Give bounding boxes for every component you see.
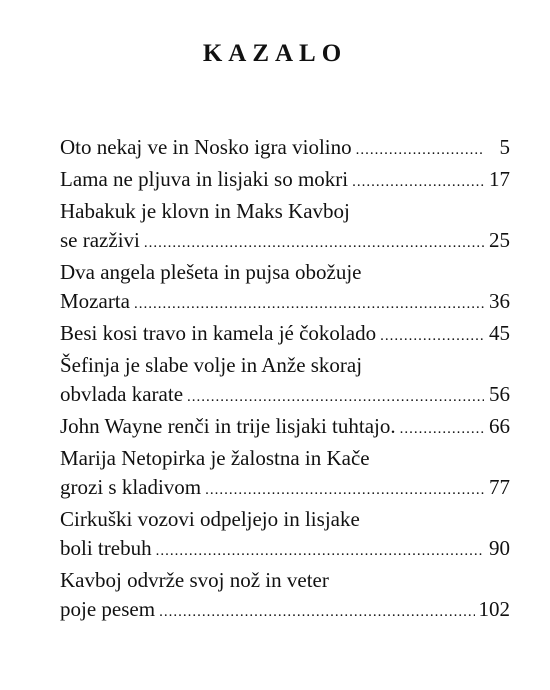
toc-entry-line	[60, 287, 510, 319]
toc-page-number: 17	[489, 167, 510, 191]
toc-entry	[60, 566, 510, 627]
table-of-contents	[60, 133, 510, 627]
dot-leader	[205, 476, 484, 505]
toc-entry-line	[60, 534, 510, 566]
toc-page-number: 25	[489, 228, 510, 252]
dot-leader	[187, 383, 484, 412]
toc-entry-title-cont: boli trebuh	[60, 536, 152, 560]
toc-entry-title: Šefinja je slabe volje in Anže skoraj	[60, 353, 363, 377]
toc-entry	[60, 258, 510, 319]
toc-entry	[60, 165, 510, 197]
dot-leader	[356, 136, 484, 165]
toc-page-number: 66	[489, 414, 510, 438]
toc-entry-title-cont: grozi s kladivom	[60, 475, 202, 499]
toc-page-number: 45	[489, 321, 510, 345]
toc-entry-title: Cirkuški vozovi odpeljejo in lisjake	[60, 507, 360, 531]
toc-entry	[60, 444, 510, 505]
toc-entry-title-cont: se razživi	[60, 228, 140, 252]
toc-entry-line	[60, 412, 510, 444]
toc-entry-title-cont: poje pesem	[60, 597, 156, 621]
toc-page-number: 56	[489, 382, 510, 406]
dot-leader	[156, 537, 484, 566]
toc-page-number: 102	[478, 597, 510, 621]
toc-entry	[60, 412, 510, 444]
toc-entry-title: Lama ne pljuva in lisjaki so mokri	[60, 167, 349, 191]
toc-entry	[60, 505, 510, 566]
toc-entry-line	[60, 473, 510, 505]
toc-entry-title: Marija Netopirka je žalostna in Kače	[60, 446, 370, 470]
dot-leader	[144, 229, 484, 258]
dot-leader	[159, 598, 474, 627]
toc-entry-title: John Wayne renči in trije lisjaki tuhtajo.	[60, 414, 396, 438]
toc-entry-title: Habakuk je klovn in Maks Kavboj	[60, 199, 350, 223]
toc-entry	[60, 197, 510, 258]
toc-entry-line	[60, 165, 510, 197]
toc-entry-title: Oto nekaj ve in Nosko igra violino	[60, 135, 352, 159]
toc-entry	[60, 351, 510, 412]
dot-leader	[134, 290, 484, 319]
toc-entry-line	[60, 595, 510, 627]
toc-entry-title: Kavboj odvrže svoj nož in veter	[60, 568, 329, 592]
toc-entry	[60, 319, 510, 351]
toc-entry-line	[60, 380, 510, 412]
toc-entry-title-cont: obvlada karate	[60, 382, 184, 406]
toc-page-number: 36	[489, 289, 510, 313]
toc-page-number: 5	[499, 135, 510, 159]
toc-entry	[60, 133, 510, 165]
toc-entry-title: Besi kosi travo in kamela jé čokolado	[60, 321, 377, 345]
toc-entry-title-cont: Mozarta	[60, 289, 130, 313]
dot-leader	[380, 322, 484, 351]
toc-entry-line	[60, 319, 510, 351]
toc-entry-line	[60, 133, 510, 165]
page-title: KAZALO	[202, 40, 348, 67]
toc-entry-title: Dva angela plešeta in pujsa obožuje	[60, 260, 362, 284]
toc-page-number: 77	[489, 475, 510, 499]
toc-page-number: 90	[489, 536, 510, 560]
dot-leader	[352, 168, 484, 197]
dot-leader	[400, 415, 484, 444]
toc-entry-line	[60, 226, 510, 258]
